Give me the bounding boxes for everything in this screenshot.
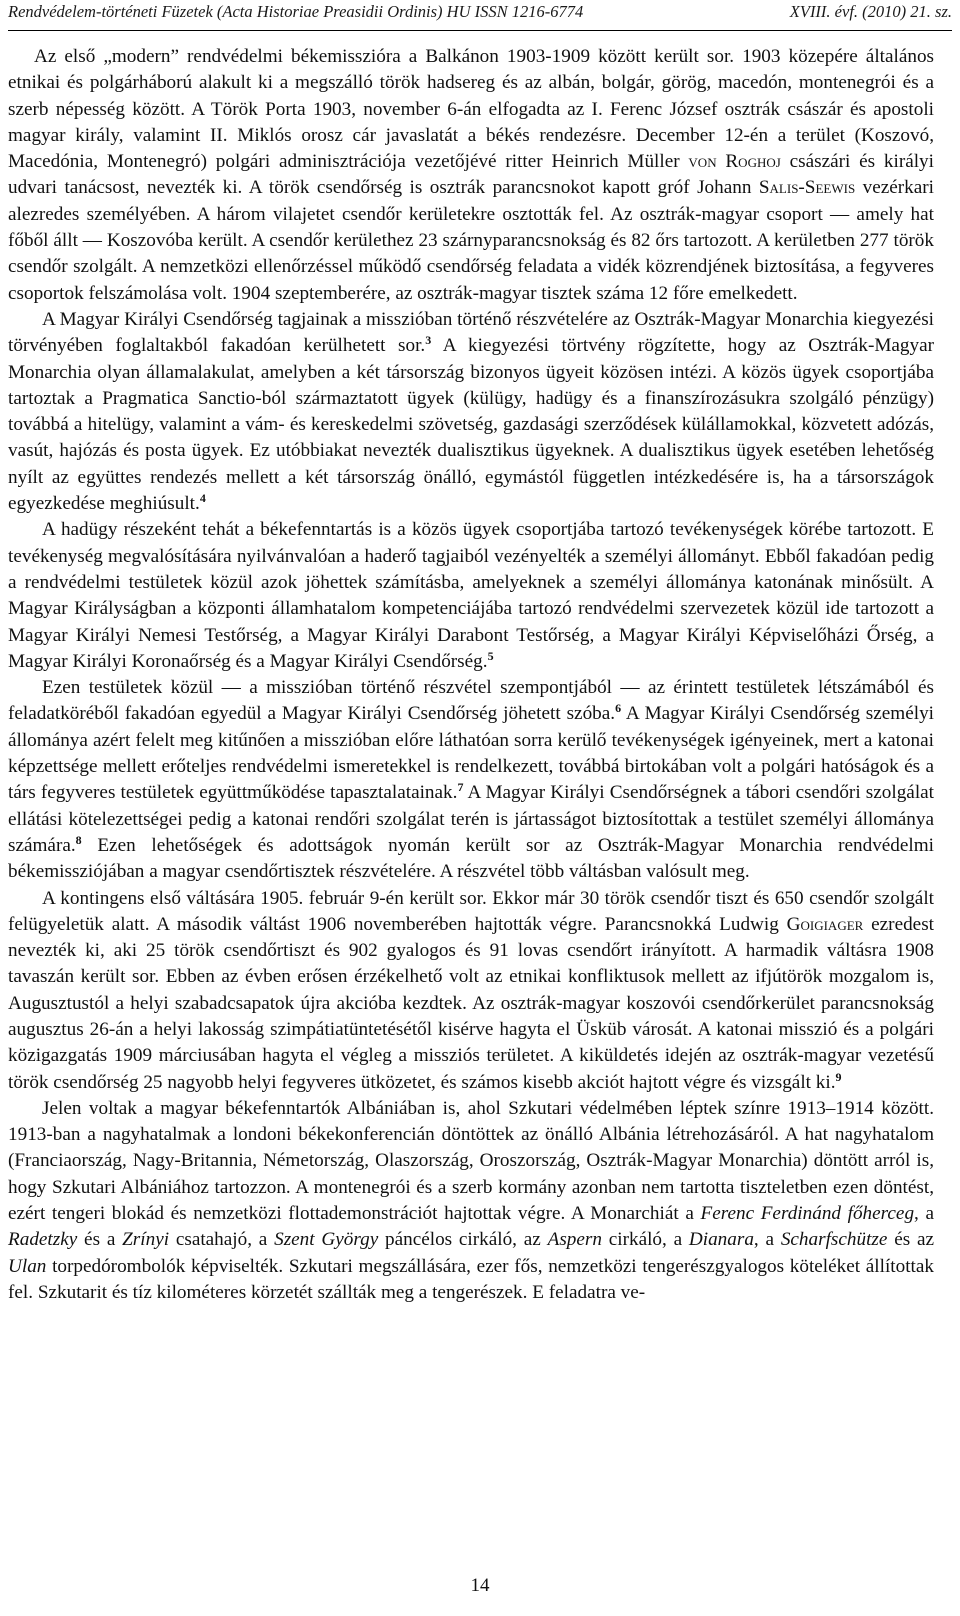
- paragraph-6: [8, 1096, 934, 1306]
- text: csatahajó, a: [169, 1229, 275, 1251]
- text: és a: [77, 1229, 123, 1251]
- text: ezredest nevezték ki, aki 25 török csendőrtiszt és 902 gyalogos és 91 lovas csendőrt irányított. A harmadik váltásra 1908 tavaszán került sor. Ebben az évben erősen érzékelhető volt az etnikai konfliktusok mellett az ifjútörök mozgalom is, Augusztustól a helyi szabadcsapatok újra akcióba kezdtek. Az osztrák-magyar koszovói csendőrkerület parancsnokság augusztus 26-án a helyi lakosság szimpátiatüntetésétől kisérve hagyta el Üsküb városát. A katonai misszió és a polgári közigazgatás 1909 márciusában hagyta el végleg a missziós területet. A kiküldetés idején az osztrák-magyar vezetésű török csendőrség 25 nagyobb helyi fegyveres ütközetet, és számos kisebb akciót hajtott végre és vizsgált ki.: [8, 913, 934, 1093]
- ship-name: Zrínyi: [122, 1229, 170, 1251]
- text: és az: [887, 1229, 934, 1251]
- ship-name: Dianara: [688, 1229, 754, 1251]
- footnote-ref[interactable]: 3: [425, 333, 432, 348]
- text: A hadügy részeként tehát a békefenntartás is a közös ügyek csoportjába tartozó tevékenységek körébe tartozott. E tevékenység megvalósítására nyilvánvalóan a haderő tagjaiból vezényelték a személyi állományt. Ebből fakadóan pedig a rendvédelmi testületek közül azok jöhettek számításba, amelyeknek a személyi állománya katonának minősült. A Magyar Királyságban a központi államhatalom kompetenciájába tartozó rendvédelmi szervezetek közül ide tartozott a Magyar Királyi Nemesi Testőrség, a Magyar Királyi Darabont Testőrség, a Magyar Királyi Képviselőházi Őrség, a Magyar Királyi Koronaőrség és a Magyar Királyi Csendőrség.: [8, 519, 934, 672]
- paragraph-1: [8, 44, 934, 307]
- journal-title: Rendvédelem-történeti Füzetek (Acta Historiae Preasidii Ordinis) HU ISSN 1216-6774: [8, 2, 584, 21]
- text: Ezen lehetőségek és adottságok nyomán került sor az Osztrák-Magyar Monarchia rendvédelmi békemissziójában a magyar csendőrtisztek részvételére. A részvétel több váltásban valósult meg.: [8, 834, 934, 883]
- person-name: von Roghoj: [688, 151, 781, 173]
- footnote-ref[interactable]: 6: [615, 701, 622, 716]
- ship-name: Ulan: [8, 1255, 47, 1277]
- text: császári és királyi udvari tanácsost, nevezték ki. A török csendőrség is osztrák parancsnokot kapott gróf Johann: [8, 151, 934, 199]
- text: A kontingens első váltására 1905. február 9-én került sor. Ekkor már 30 török csendőr tiszt és 650 csendőr szolgált felügyeletük alatt. A második váltást 1906 novemberében hajtották végre. Parancsnokká Ludwig: [8, 887, 934, 935]
- text: vezérkari alezredes személyében. A három vilajetet csendőr kerületekre osztották fel. Az osztrák-magyar csoport — amely hat főből állt — Koszovóba került. A csendőr kerülethez 23 szárnyparancsnokság és 82 őrs tartozott. A kerületben 277 török csendőr szolgált. A nemzetközi ellenőrzéssel működő csendőrség feladata a vidék közrendjének biztosítása, a fegyveres csoportok felszámolása volt. 1904 szeptemberére, az osztrák-magyar tisztek száma 12 főre emelkedett.: [8, 177, 934, 304]
- text: A Magyar Királyi Csendőrségnek a tábori csendőri szolgálat ellátási kötelezettségei pedig a katonai rendőri szolgálat terén is jártasságot biztosítottak a testület személyi állománya számára.: [8, 782, 934, 856]
- ship-name: Szent György: [274, 1229, 379, 1251]
- text: Jelen voltak a magyar békefenntartók Albániában is, ahol Szkutari védelmében léptek színre 1913–1914 között. 1913-ban a nagyhatalmak a londoni békekonferencián döntöttek az önálló Albánia létrehozásáról. A hat nagyhatalom (Franciaország, Nagy-Britannia, Németország, Olaszország, Oroszország, Osztrák-Magyar Monarchia) döntött arról is, hogy Szkutari Albániához tartozzon. A montenegrói és a szerb kormány azonban nem tartotta tiszteletben ezen döntést, ezért tengeri blokád és nemzetközi flottademonstrációt hajtottak végre. A Monarchiát a: [8, 1097, 934, 1225]
- text: A Magyar Királyi Csendőrség tagjainak a misszióban történő részvételére az Osztrák-Magyar Monarchia kiegyezési törvényében foglaltakból fakadóan kerülhetett sor.: [8, 308, 934, 357]
- footnote-ref[interactable]: 9: [835, 1069, 842, 1084]
- text: , a: [914, 1203, 934, 1225]
- text: A Magyar Királyi Csendőrség személyi állománya azért felelt meg kitűnően a misszióban előre láthatóan sorra kerülő tevékenységek igényeinek, mert a katonai képzettsége mellett erőteljes rendvédelmi ismeretekkel is rendelkezett, továbbá birtokában volt a polgári hatóságok és a társ fegyveres testületek együttműködése tapasztalatainak.: [8, 703, 935, 804]
- text: cirkáló, a: [601, 1229, 689, 1251]
- text: Ezen testületek közül — a misszióban történő részvétel szempontjából — az érintett testületek létszámából és feladatköréből fakadóan egyedül a Magyar Királyi Csendőrség jöhetett szóba.: [8, 677, 934, 725]
- text: torpedórombolók képviselték. Szkutari megszállására, ezer fős, nemzetközi tengerészgyalogos köteléket állítottak fel. Szkutarit és tíz kilométeres körzetét szállták meg a tengerészek. E feladatra ve-: [8, 1255, 934, 1303]
- footnote-ref[interactable]: 7: [457, 780, 464, 795]
- ship-name: Ferenc Ferdinánd főherceg: [700, 1203, 915, 1225]
- volume-info: XVIII. évf. (2010) 21. sz.: [789, 2, 952, 21]
- page-number: 14: [470, 1575, 490, 1596]
- paragraph-2: [8, 307, 934, 517]
- ship-name: Radetzky: [8, 1229, 78, 1251]
- paragraph-5: [8, 886, 934, 1096]
- text: A kiegyezési törtvény rögzítette, hogy az Osztrák-Magyar Monarchia olyan államalakulat, amelyben a két társország bizonyos ügyeit közösen intézi. A közös ügyek csoportjába tartoztak a Pragmatica Sanctio-ból származtatott ügyek (külügy, hadügy és a finanszírozásukra szolgáló pénzügy) továbbá a hitelügy, valamint a vám- és kereskedelmi szövetség, gazdasági szerződések külállamokkal, közvetett adózás, vasút, hajózás és posta ügyek. Ez utóbbiakat nevezték dualisztikus ügyeknek. A dualisztikus ügyek esetében lehetőség nyílt az együttes rendezés mellett a két társország önálló, egymástól független intézkedésére is, ha a társországok egyezkedése meghiúsult.: [8, 335, 935, 515]
- ship-name: Scharfschütze: [780, 1229, 888, 1251]
- person-name: Goigiager: [786, 913, 864, 935]
- text: , a: [753, 1229, 781, 1251]
- paragraph-4: [8, 675, 934, 885]
- paragraph-3: [8, 517, 934, 675]
- person-name: Salis-Seewis: [758, 177, 856, 199]
- footnote-ref[interactable]: 4: [199, 491, 206, 506]
- ship-name: Aspern: [547, 1229, 602, 1251]
- footnote-ref[interactable]: 5: [487, 648, 494, 663]
- running-header: [8, 2, 952, 31]
- text: Az első „modern” rendvédelmi békemisszióra a Balkánon 1903-1909 között került sor. 1903 közepére általános etnikai és polgárháború alakult ki a megszálló török hadsereg és az albán, bolgár, görög, macedón, montenegrói és a szerb népesség között. A Török Porta 1903, november 6-án elfogadta az I. Ferenc József osztrák császár és apostoli magyar király, valamint II. Miklós orosz cár javaslatát a békés rendezésre. December 12-én a terület (Koszovó, Macedónia, Montenegró) polgári adminisztrációja vezetőjévé ritter Heinrich Müller: [8, 46, 934, 173]
- footnote-ref[interactable]: 8: [75, 832, 82, 847]
- article-body: [8, 44, 934, 1306]
- text: páncélos cirkáló, az: [378, 1229, 548, 1251]
